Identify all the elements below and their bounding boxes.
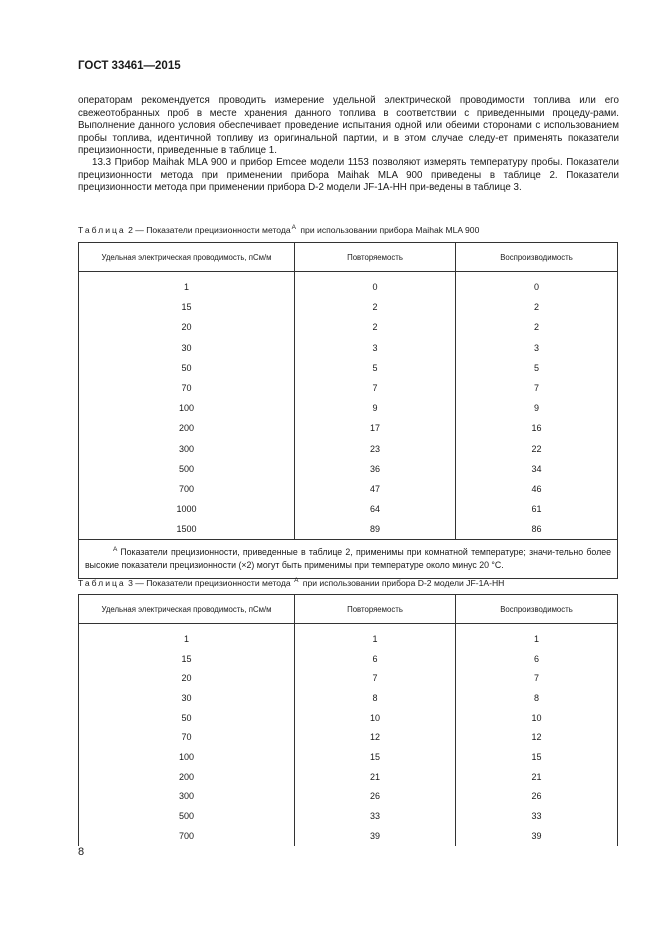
table-row [79,708,618,728]
table-row [79,317,618,337]
table-cell: 5 [295,358,456,378]
table-row [79,767,618,787]
table-cell: 20 [79,317,295,337]
table-row [79,297,618,317]
table-2-footnote-row [79,540,618,578]
table-2-caption-label: Таблица [78,225,126,235]
page-number: 8 [78,846,85,858]
table-cell: 700 [79,479,295,499]
table-2-caption-title: 2 — Показатели прецизионности метода [128,225,291,235]
table-row [79,439,618,459]
table-row [79,418,618,438]
table-row [79,479,618,499]
table-cell: 2 [295,317,456,337]
table-cell: 10 [456,708,618,728]
table-3-caption-label: Таблица [78,578,126,588]
table-cell: 50 [79,708,295,728]
table-cell: 15 [456,747,618,767]
table-row [79,499,618,519]
table-cell: 7 [456,378,618,398]
table-cell: 9 [456,398,618,418]
table-cell: 64 [295,499,456,519]
table-3-caption-footnote-mark: A [294,577,299,584]
table-cell: 26 [295,787,456,807]
table-row [79,649,618,669]
table-cell: 100 [79,398,295,418]
table-3-caption [78,577,504,588]
table-2-caption-suffix: при использовании прибора Maihak MLA 900 [300,225,480,235]
table-3-header-repeatability: Повторяемость [295,595,456,624]
table-cell: 16 [456,418,618,438]
table-cell: 86 [456,519,618,540]
table-cell: 39 [295,826,456,846]
table-cell: 8 [456,688,618,708]
table-cell: 61 [456,499,618,519]
table-cell: 5 [456,358,618,378]
table-cell: 20 [79,668,295,688]
table-cell: 21 [295,767,456,787]
table-cell: 39 [456,826,618,846]
paragraph-1: операторам рекомендуется проводить измерение удельной электрической проводимости топлива или его свежеотобранных проб в месте хранения данного топлива в соответствии с приведенными процеду-рами. Выполнение данного условия обеспечивает проведение испытания одной или обеими сторонами с использованием пробы топлива, идентичной топливу из оригинальной партии, и в этом случае следу-ет применять показатели прецизионности, приведенные в таблице 1. [78,95,619,157]
table-cell: 1 [456,624,618,649]
table-row [79,338,618,358]
table-3-header-reproducibility: Воспроизводимость [456,595,618,624]
table-cell: 33 [295,806,456,826]
table-2-header-repeatability: Повторяемость [295,243,456,272]
table-cell: 0 [456,272,618,298]
table-cell: 21 [456,767,618,787]
table-cell: 300 [79,439,295,459]
table-cell: 700 [79,826,295,846]
table-cell: 7 [295,668,456,688]
table-cell: 0 [295,272,456,298]
table-cell: 500 [79,459,295,479]
paragraph-2: 13.3 Прибор Maihak MLA 900 и прибор Emcee модели 1153 позволяют измерять температуру пробы. Показатели прецизионности метода при применении прибора Maihak MLA 900 приведены в таблице 2. Показатели прецизионности метода при применении прибора D-2 модели JF-1A-HH при-ведены в таблице 3. [78,157,619,194]
table-3-header-conductivity: Удельная электрическая проводимость, пСм/м [79,595,295,624]
table-2-caption [78,224,479,235]
table-cell: 50 [79,358,295,378]
table-cell: 7 [456,668,618,688]
table-cell: 89 [295,519,456,540]
table-2-caption-footnote-mark: A [291,224,297,231]
table-cell: 1000 [79,499,295,519]
table-3-caption-suffix: при использовании прибора D-2 модели JF-1A-HH [302,578,505,588]
table-cell: 9 [295,398,456,418]
table-2-header-reproducibility: Воспроизводимость [456,243,618,272]
table-cell: 300 [79,787,295,807]
table-row [79,727,618,747]
standard-code: ГОСТ 33461—2015 [78,60,181,72]
table-row [79,787,618,807]
table-row [79,398,618,418]
table-cell: 47 [295,479,456,499]
table-cell: 33 [456,806,618,826]
table-cell: 200 [79,418,295,438]
table-cell: 15 [295,747,456,767]
table-cell: 70 [79,727,295,747]
table-2-header-conductivity: Удельная электрическая проводимость, пСм/м [79,243,295,272]
table-row [79,806,618,826]
table-cell: 22 [456,439,618,459]
table-cell: 1 [295,624,456,649]
table-cell: 34 [456,459,618,479]
table-row [79,688,618,708]
table-row [79,826,618,846]
table-row [79,668,618,688]
table-cell: 1 [79,624,295,649]
table-cell: 30 [79,338,295,358]
table-cell: 30 [79,688,295,708]
table-row [79,378,618,398]
table-2 [78,242,618,579]
table-cell: 3 [295,338,456,358]
table-cell: 500 [79,806,295,826]
table-cell: 10 [295,708,456,728]
table-cell: 36 [295,459,456,479]
table-row [79,519,618,540]
table-3-header-row [79,595,618,624]
table-cell: 23 [295,439,456,459]
table-cell: 12 [456,727,618,747]
table-row [79,459,618,479]
table-cell: 46 [456,479,618,499]
table-2-footnote-mark: A [113,546,118,554]
table-cell: 7 [295,378,456,398]
table-cell: 17 [295,418,456,438]
table-row [79,747,618,767]
table-cell: 1 [79,272,295,298]
table-3-caption-title: 3 — Показатели прецизионности метода [128,578,291,588]
table-cell: 15 [79,649,295,669]
table-cell: 200 [79,767,295,787]
table-3 [78,594,618,846]
table-row [79,358,618,378]
table-cell: 3 [456,338,618,358]
table-cell: 6 [456,649,618,669]
table-cell: 1500 [79,519,295,540]
table-row [79,624,618,649]
table-cell: 26 [456,787,618,807]
table-cell: 15 [79,297,295,317]
table-cell: 12 [295,727,456,747]
table-2-header-row [79,243,618,272]
table-2-footnote [79,540,618,578]
table-cell: 2 [295,297,456,317]
table-row [79,272,618,298]
table-cell: 70 [79,378,295,398]
table-cell: 100 [79,747,295,767]
table-cell: 2 [456,297,618,317]
table-cell: 8 [295,688,456,708]
table-cell: 2 [456,317,618,337]
table-cell: 6 [295,649,456,669]
table-2-footnote-text: Показатели прецизионности, приведенные в таблице 2, применимы при комнатной температуре; значи-тельно более высокие показатели прецизионности (×2) могут быть применимы при температуре около минус 20 °С. [85,547,611,571]
